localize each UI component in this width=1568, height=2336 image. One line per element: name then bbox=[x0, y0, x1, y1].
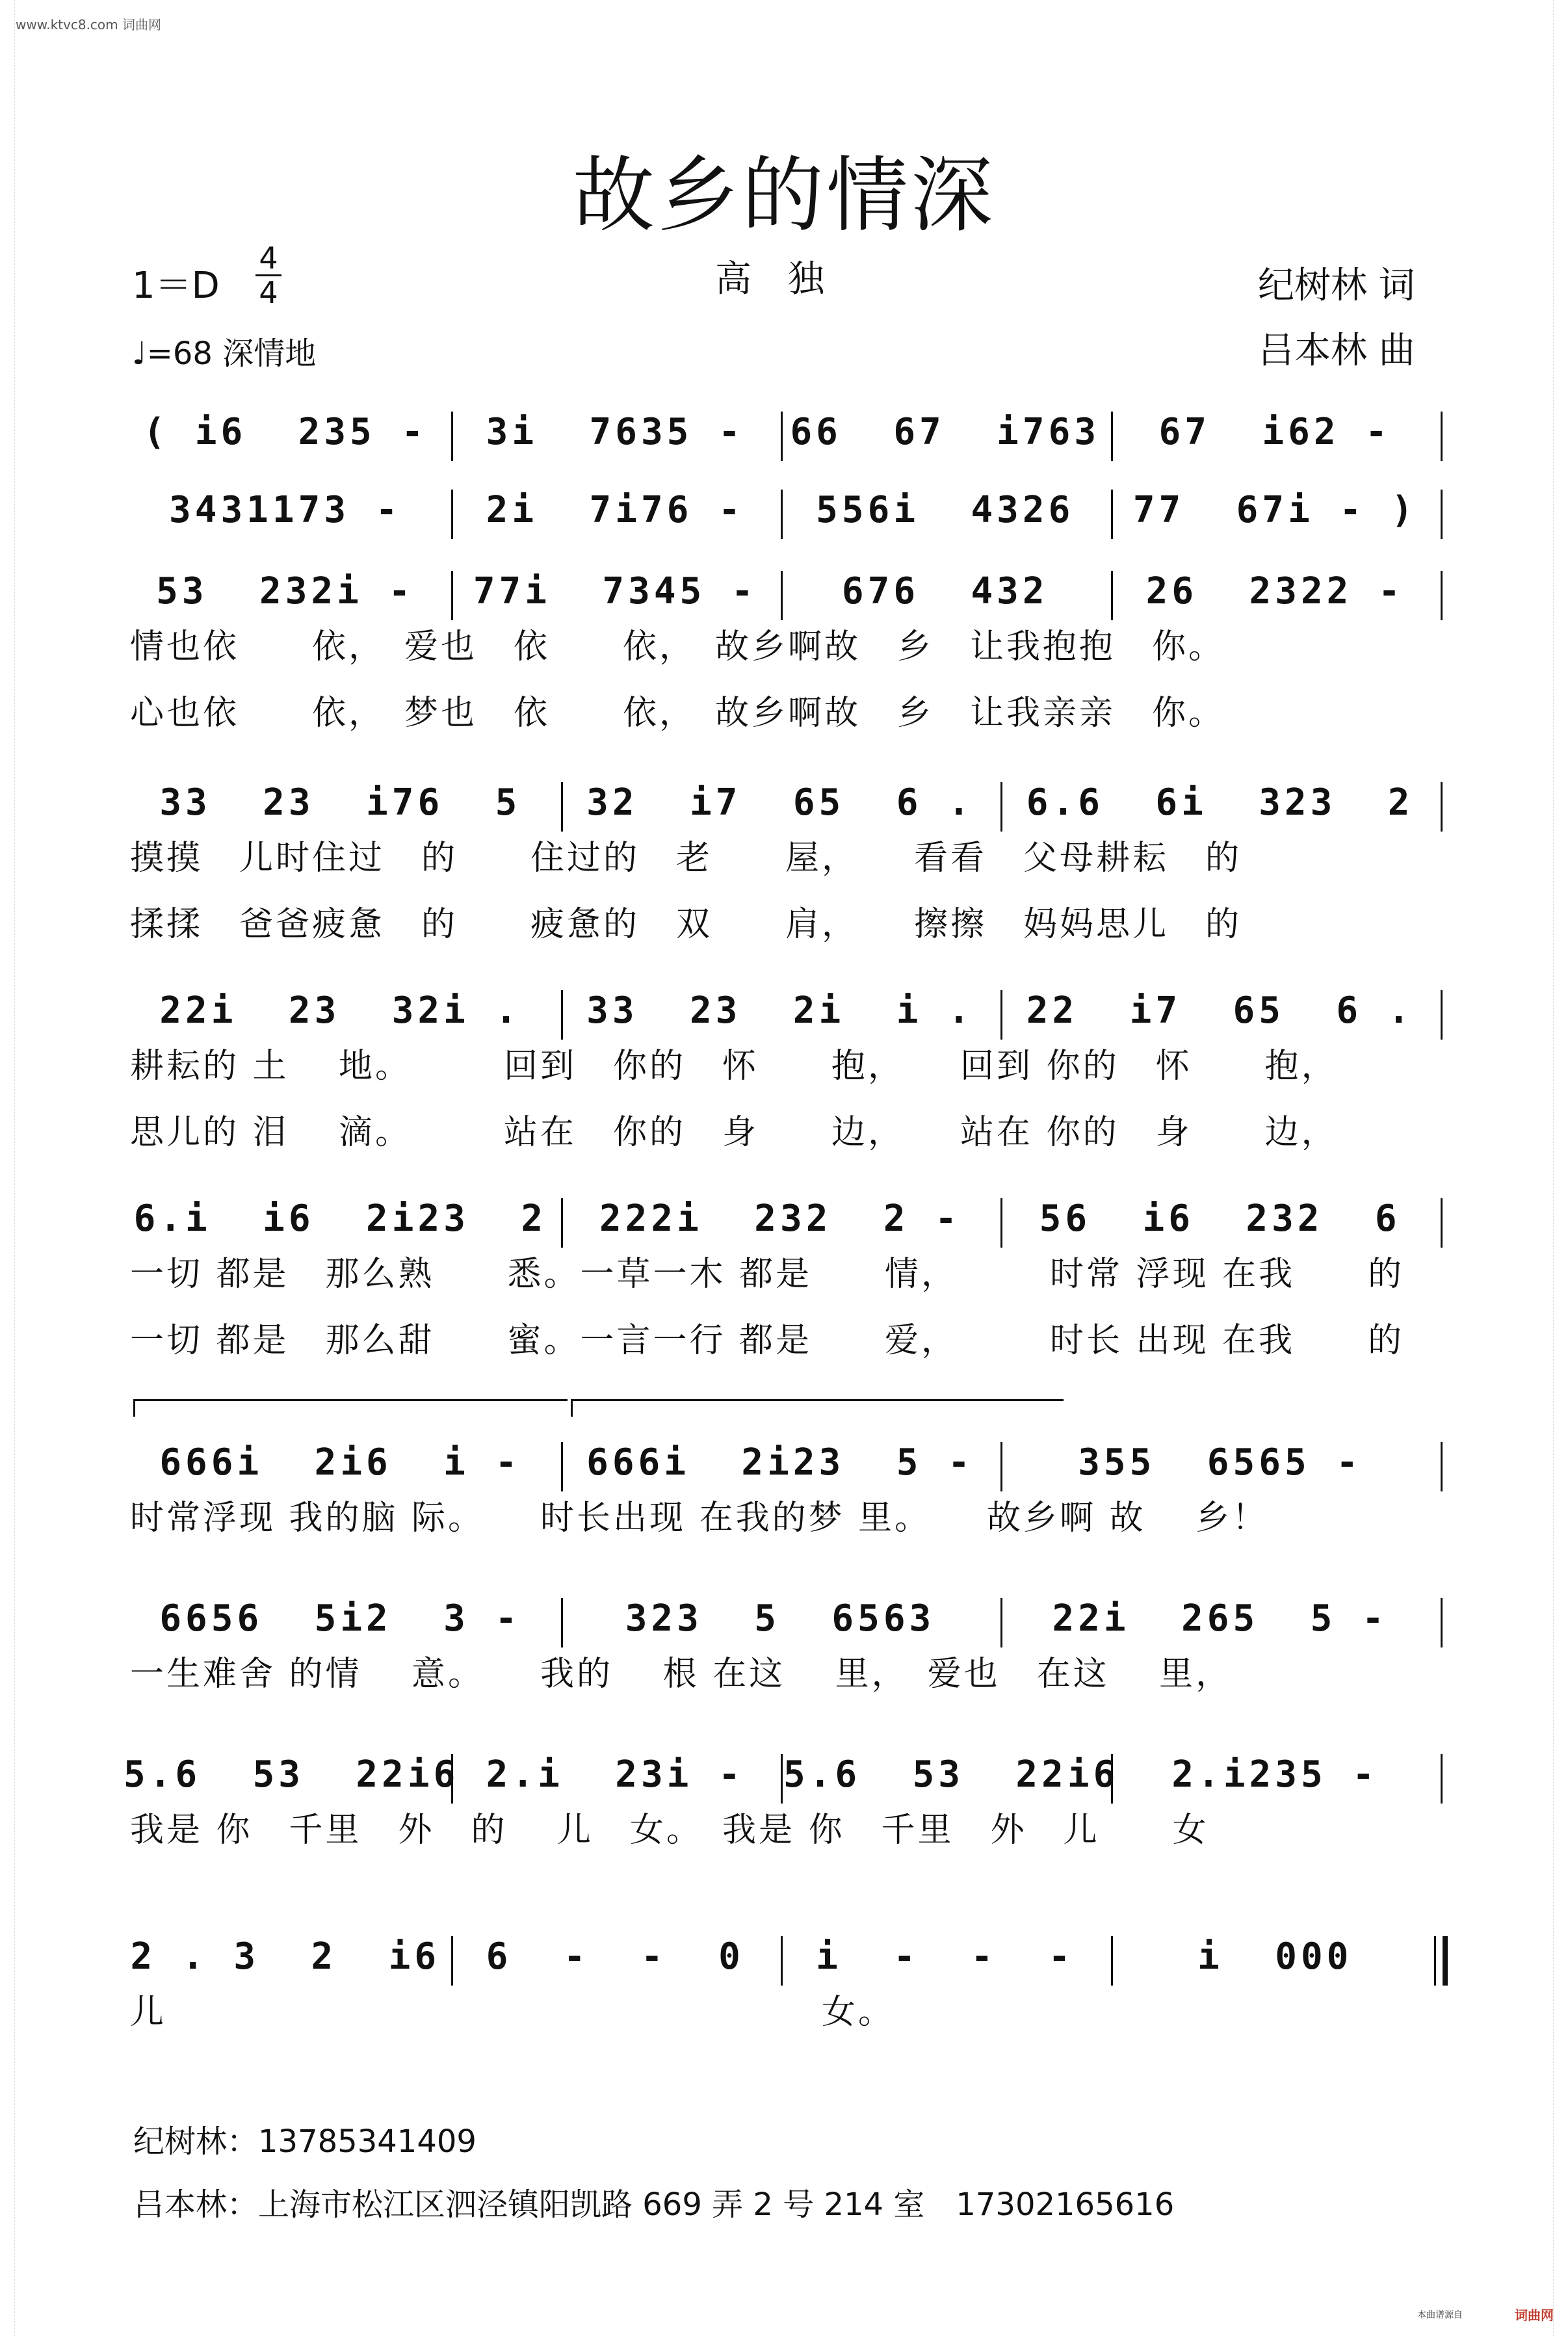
measure: 2i 7i76 - bbox=[486, 489, 744, 531]
measure: i - - - bbox=[816, 1936, 1075, 1978]
barline bbox=[781, 1936, 783, 1986]
lyric-line: 摸摸 儿时住过 的 住过的 老 屋， 看看 父母耕耘 的 bbox=[130, 839, 1242, 878]
barline bbox=[451, 571, 453, 620]
measure: 666i 2i23 5 - bbox=[586, 1441, 974, 1484]
barline bbox=[1441, 782, 1443, 832]
staff-row bbox=[124, 1430, 1443, 1502]
measure: 6656 5i2 3 - bbox=[159, 1597, 521, 1640]
measure: 22i 265 5 - bbox=[1052, 1597, 1388, 1640]
measure: 2.i 23i - bbox=[486, 1753, 744, 1796]
lyric-line: 我是 你 千里 外 的 儿 女。 我是 你 千里 外 儿 女 bbox=[130, 1811, 1209, 1850]
barline bbox=[781, 571, 783, 620]
barline bbox=[561, 1598, 563, 1647]
barline bbox=[1441, 490, 1443, 539]
volta-first-ending bbox=[133, 1399, 568, 1417]
measure: 5.6 53 22i6 bbox=[124, 1753, 460, 1796]
lyricist-credit: 纪树林 词 bbox=[1258, 265, 1415, 307]
barline bbox=[561, 782, 563, 832]
measure: 33 23 i76 5 bbox=[159, 781, 521, 824]
barline bbox=[1441, 412, 1443, 461]
time-signature-top: 4 bbox=[259, 241, 278, 276]
barline bbox=[561, 1442, 563, 1491]
barline bbox=[781, 490, 783, 539]
lyricist-contact: 纪树林：13785341409 bbox=[133, 2123, 477, 2160]
staff-row bbox=[124, 1924, 1443, 1996]
measure: 222i 232 2 - bbox=[599, 1198, 961, 1240]
time-signature bbox=[255, 243, 281, 308]
lyric-line: 儿 女。 bbox=[130, 1993, 895, 2032]
staff-row bbox=[124, 478, 1443, 549]
measure: 666i 2i6 i - bbox=[159, 1441, 521, 1484]
final-barline bbox=[1434, 1936, 1448, 1986]
measure: 3431173 - bbox=[169, 489, 402, 531]
measure: 355 6565 - bbox=[1078, 1441, 1363, 1484]
staff-row bbox=[124, 400, 1443, 471]
time-signature-bottom: 4 bbox=[259, 275, 278, 310]
measure: 6 - - 0 bbox=[486, 1936, 744, 1978]
measure: 26 2322 - bbox=[1145, 570, 1404, 612]
page-title: 故乡的情深 bbox=[573, 148, 995, 243]
barline bbox=[451, 1936, 453, 1986]
staff-row bbox=[124, 1586, 1443, 1658]
barline bbox=[1441, 1442, 1443, 1491]
barline bbox=[1441, 990, 1443, 1040]
measure: 22i 23 32i . bbox=[159, 990, 521, 1032]
barline bbox=[1000, 1598, 1002, 1647]
measure: 556i 4326 bbox=[816, 489, 1075, 531]
measure: 2.i235 - bbox=[1171, 1753, 1379, 1796]
composer-credit: 吕本林 曲 bbox=[1258, 330, 1415, 372]
barline bbox=[1000, 1198, 1002, 1248]
barline bbox=[1441, 1754, 1443, 1804]
measure: 66 67 i763 bbox=[790, 411, 1101, 453]
lyric-line: 耕耘的 土 地。 回到 你的 怀 抱， 回到 你的 怀 抱， bbox=[130, 1047, 1338, 1086]
measure: 676 432 bbox=[841, 570, 1049, 612]
barline bbox=[561, 1198, 563, 1248]
voice-type: 高 独 bbox=[715, 258, 824, 300]
barline bbox=[1000, 1442, 1002, 1491]
barline bbox=[781, 1754, 783, 1804]
footer-logo: 词曲网 bbox=[1515, 2307, 1554, 2323]
barline bbox=[1441, 1598, 1443, 1647]
key-signature: 1＝D bbox=[132, 265, 220, 307]
lyric-line: 一切 都是 那么熟 悉。一草一木 都是 情， 时常 浮现 在我 的 bbox=[130, 1255, 1405, 1294]
volta-second-ending bbox=[571, 1399, 1064, 1417]
left-border-strip bbox=[0, 0, 15, 2336]
measure: 32 i7 65 6 . bbox=[586, 781, 974, 824]
watermark: www.ktvc8.com 词曲网 bbox=[16, 17, 162, 33]
lyric-line: 一生难舍 的情 意。 我的 根 在这 里， 爱也 在这 里， bbox=[130, 1655, 1233, 1694]
measure: i 000 bbox=[1197, 1936, 1353, 1978]
lyric-line: 一切 都是 那么甜 蜜。一言一行 都是 爱， 时长 出现 在我 的 bbox=[130, 1321, 1405, 1360]
barline bbox=[451, 412, 453, 461]
measure: 77 67i - ) bbox=[1132, 489, 1417, 531]
staff-row bbox=[124, 559, 1443, 631]
lyric-line: 揉揉 爸爸疲惫 的 疲惫的 双 肩， 擦擦 妈妈思儿 的 bbox=[130, 905, 1242, 944]
measure: ( i6 235 - bbox=[143, 411, 428, 453]
lyric-line: 情也依 依， 爱也 依 依， 故乡啊故 乡 让我抱抱 你。 bbox=[130, 627, 1225, 666]
measure: 6.6 6i 323 2 bbox=[1026, 781, 1414, 824]
measure: 2 . 3 2 i6 bbox=[130, 1936, 441, 1978]
footer-source-note: 本曲谱源自 bbox=[1417, 2310, 1463, 2320]
measure: 56 i6 232 6 bbox=[1039, 1198, 1401, 1240]
lyric-line: 心也依 依， 梦也 依 依， 故乡啊故 乡 让我亲亲 你。 bbox=[130, 694, 1225, 733]
barline bbox=[1111, 412, 1113, 461]
measure: 67 i62 - bbox=[1158, 411, 1391, 453]
staff-row bbox=[124, 1742, 1443, 1814]
composer-contact: 吕本林：上海市松江区泗泾镇阳凯路 669 弄 2 号 214 室 17302165616 bbox=[133, 2186, 1175, 2223]
measure: 323 5 6563 bbox=[625, 1597, 935, 1640]
barline bbox=[561, 990, 563, 1040]
lyric-line: 思儿的 泪 滴。 站在 你的 身 边， 站在 你的 身 边， bbox=[130, 1113, 1338, 1152]
barline bbox=[451, 490, 453, 539]
measure: 53 232i - bbox=[156, 570, 415, 612]
measure: 3i 7635 - bbox=[486, 411, 744, 453]
measure: 5.6 53 22i6 bbox=[783, 1753, 1119, 1796]
staff-row bbox=[124, 978, 1443, 1050]
barline bbox=[451, 1754, 453, 1804]
barline bbox=[1111, 1754, 1113, 1804]
barline bbox=[1111, 490, 1113, 539]
tempo-marking: ♩=68 深情地 bbox=[132, 335, 317, 372]
barline bbox=[781, 412, 783, 461]
barline bbox=[1000, 990, 1002, 1040]
measure: 6.i i6 2i23 2 bbox=[133, 1198, 547, 1240]
staff-row bbox=[124, 1187, 1443, 1258]
barline bbox=[1000, 782, 1002, 832]
barline bbox=[1441, 571, 1443, 620]
measure: 77i 7345 - bbox=[473, 570, 757, 612]
measure: 33 23 2i i . bbox=[586, 990, 974, 1032]
barline bbox=[1441, 1198, 1443, 1248]
barline bbox=[1111, 1936, 1113, 1986]
right-border-strip bbox=[1553, 0, 1568, 2336]
lyric-line: 时常浮现 我的脑 际。 时长出现 在我的梦 里。 故乡啊 故 乡！ bbox=[130, 1499, 1269, 1538]
measure: 22 i7 65 6 . bbox=[1026, 990, 1414, 1032]
barline bbox=[1111, 571, 1113, 620]
staff-row bbox=[124, 770, 1443, 842]
